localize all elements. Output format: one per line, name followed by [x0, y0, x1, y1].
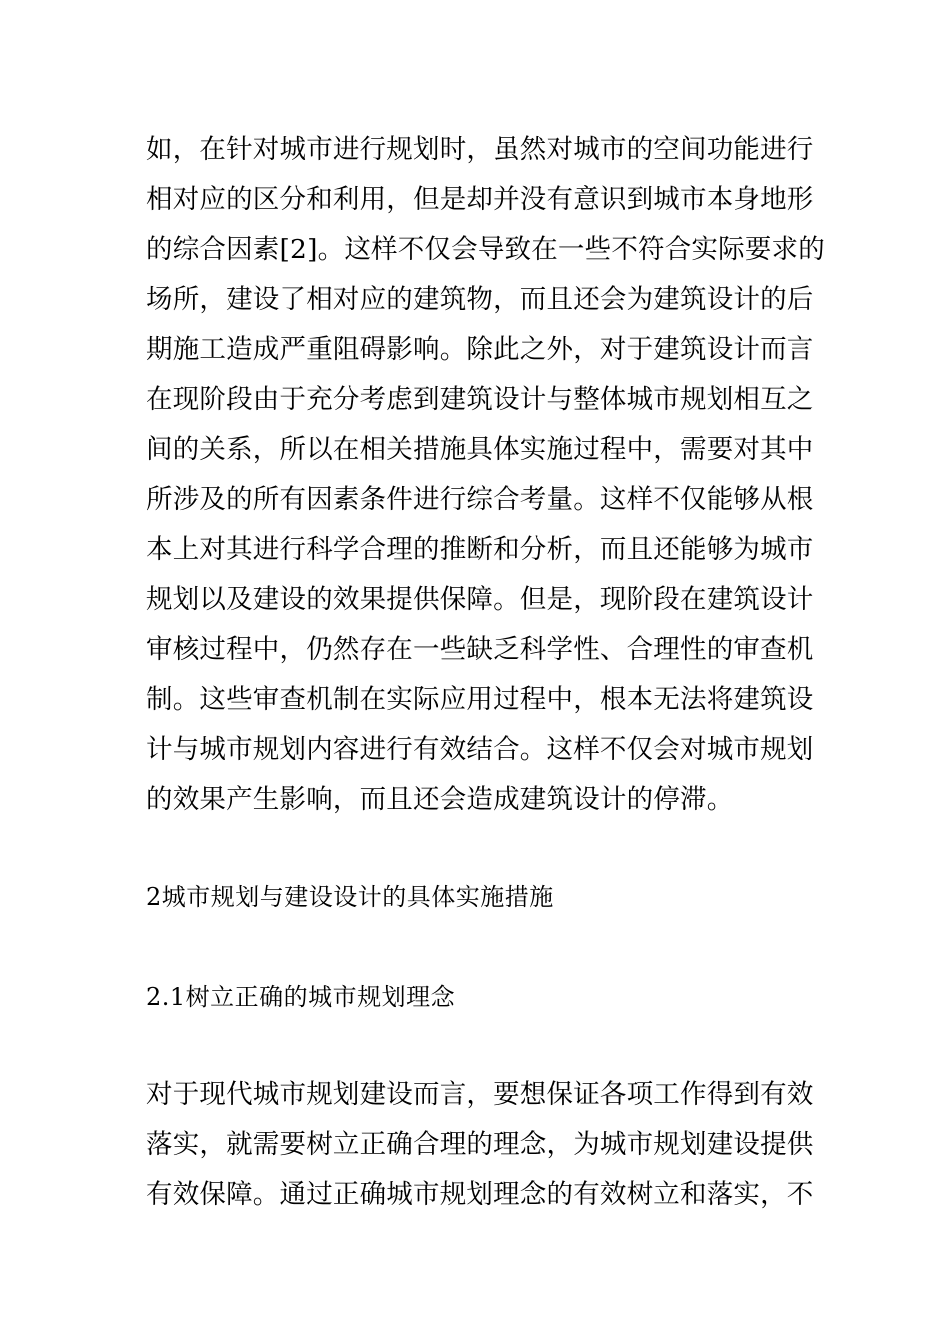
- text-line: 间的关系，所以在相关措施具体实施过程中，需要对其中: [146, 434, 814, 465]
- text-line: 落实，就需要树立正确合理的理念，为城市规划建设提供: [146, 1129, 814, 1160]
- text-line: 有效保障。通过正确城市规划理念的有效树立和落实，不: [146, 1179, 814, 1210]
- text-line: 场所，建设了相对应的建筑物，而且还会为建筑设计的后: [146, 284, 814, 315]
- section-heading-2: 2城市规划与建设设计的具体实施措施: [146, 883, 554, 911]
- text-line: 在现阶段由于充分考虑到建筑设计与整体城市规划相互之: [146, 384, 814, 415]
- text-line: 规划以及建设的效果提供保障。但是，现阶段在建筑设计: [146, 584, 814, 615]
- text-line: 的综合因素[2]。这样不仅会导致在一些不符合实际要求的: [146, 234, 825, 265]
- text-line: 相对应的区分和利用，但是却并没有意识到城市本身地形: [146, 184, 814, 215]
- text-line: 如，在针对城市进行规划时，虽然对城市的空间功能进行: [146, 134, 814, 165]
- text-line: 本上对其进行科学合理的推断和分析，而且还能够为城市: [146, 534, 814, 565]
- text-line: 制。这些审查机制在实际应用过程中，根本无法将建筑设: [146, 684, 814, 715]
- text-line: 对于现代城市规划建设而言，要想保证各项工作得到有效: [146, 1079, 814, 1110]
- text-line: 的效果产生影响，而且还会造成建筑设计的停滞。: [146, 784, 734, 815]
- text-line: 期施工造成严重阻碍影响。除此之外，对于建筑设计而言: [146, 334, 814, 365]
- text-line: 计与城市规划内容进行有效结合。这样不仅会对城市规划: [146, 734, 814, 765]
- text-line: 所涉及的所有因素条件进行综合考量。这样不仅能够从根: [146, 484, 814, 515]
- text-line: 审核过程中，仍然存在一些缺乏科学性、合理性的审查机: [146, 634, 814, 665]
- section-heading-2-1: 2.1树立正确的城市规划理念: [146, 983, 456, 1011]
